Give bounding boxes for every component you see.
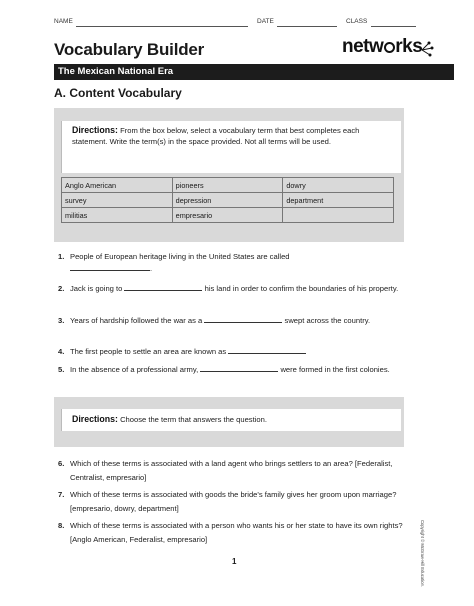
directions-panel-1 <box>61 121 401 173</box>
vocab-term: pioneers <box>172 178 283 193</box>
answer-blank[interactable] <box>124 283 202 291</box>
answer-blank[interactable] <box>204 315 282 323</box>
question-text: Which of these terms is associated with goods the bride's family gives her groom upon marriage? [empresario, dowry, department] <box>70 490 397 513</box>
question-3 <box>58 315 418 327</box>
section-heading: A. Content Vocabulary <box>54 86 182 100</box>
question-text: Which of these terms is associated with a land agent who brings settlers to an area? [Federalist, Centralist, empresario] <box>70 459 393 482</box>
question-number: 8. <box>58 521 65 530</box>
class-field[interactable] <box>371 26 416 27</box>
question-text-end: . <box>150 264 153 273</box>
vocab-term-table <box>61 177 394 223</box>
question-number: 2. <box>58 284 65 293</box>
table-row <box>62 178 394 193</box>
directions-box-2 <box>54 397 404 447</box>
question-6 <box>58 457 418 484</box>
directions-text-2 <box>72 414 393 426</box>
question-number: 5. <box>58 365 65 374</box>
question-text: In the absence of a professional army, <box>70 365 199 374</box>
vocab-term: depression <box>172 193 283 208</box>
student-info-header <box>54 18 418 32</box>
logo-text-start: netw <box>342 36 384 57</box>
question-7 <box>58 488 418 515</box>
vocab-term: Anglo American <box>62 178 173 193</box>
question-2 <box>58 283 418 295</box>
lesson-banner <box>54 64 454 80</box>
question-5 <box>58 364 418 376</box>
question-text: Jack is going to <box>70 284 123 293</box>
page-number: 1 <box>232 557 237 566</box>
question-number: 4. <box>58 347 65 356</box>
question-text-end: his land in order to confirm the boundaries of his property. <box>204 284 399 293</box>
date-field[interactable] <box>277 26 337 27</box>
logo-rays-icon <box>420 40 440 60</box>
class-label: CLASS <box>346 18 368 25</box>
directions-label-2: Directions: <box>72 414 118 424</box>
vocab-term: empresario <box>172 208 283 223</box>
vocab-term: dowry <box>283 178 394 193</box>
question-text: The first people to settle an area are known as <box>70 347 227 356</box>
vocab-term: department <box>283 193 394 208</box>
name-field[interactable] <box>76 26 248 27</box>
vocab-term: militias <box>62 208 173 223</box>
table-row <box>62 193 394 208</box>
answer-blank[interactable] <box>70 263 153 273</box>
banner-title: The Mexican National Era <box>58 66 174 77</box>
networks-logo <box>342 36 422 58</box>
directions-label-1: Directions: <box>72 125 118 135</box>
copyright-notice: Copyright © McGraw-Hill Education. <box>420 520 425 588</box>
answer-blank[interactable] <box>228 346 306 354</box>
directions-body-1: From the box below, select a vocabulary term that best completes each statement. Write the term(s) in the space provided. Not all terms will be used. <box>72 126 360 146</box>
directions-text-1 <box>72 125 393 147</box>
date-label: DATE <box>257 18 274 25</box>
name-label: NAME <box>54 18 73 25</box>
question-4 <box>58 346 418 358</box>
question-text-end: swept across the country. <box>284 316 371 325</box>
question-text: People of European heritage living in the United States are called <box>70 252 290 261</box>
question-1 <box>58 251 418 275</box>
question-number: 3. <box>58 316 65 325</box>
question-text: Years of hardship followed the war as a <box>70 316 203 325</box>
question-text-end: were formed in the first colonies. <box>280 365 390 374</box>
question-text: Which of these terms is associated with a person who wants his or her state to have its own rights? [Anglo American, Federalist, empresario] <box>70 521 403 544</box>
vocab-term: survey <box>62 193 173 208</box>
vocab-term <box>283 208 394 223</box>
table-row <box>62 208 394 223</box>
logo-o-circle <box>384 42 395 53</box>
question-number: 1. <box>58 252 65 261</box>
page-title: Vocabulary Builder <box>54 40 205 59</box>
directions-body-2: Choose the term that answers the question. <box>117 415 267 424</box>
question-8 <box>58 519 418 546</box>
answer-blank[interactable] <box>200 364 278 372</box>
directions-panel-2 <box>61 409 401 431</box>
question-number: 6. <box>58 459 65 468</box>
logo-text-end: rks <box>395 36 423 57</box>
question-number: 7. <box>58 490 65 499</box>
